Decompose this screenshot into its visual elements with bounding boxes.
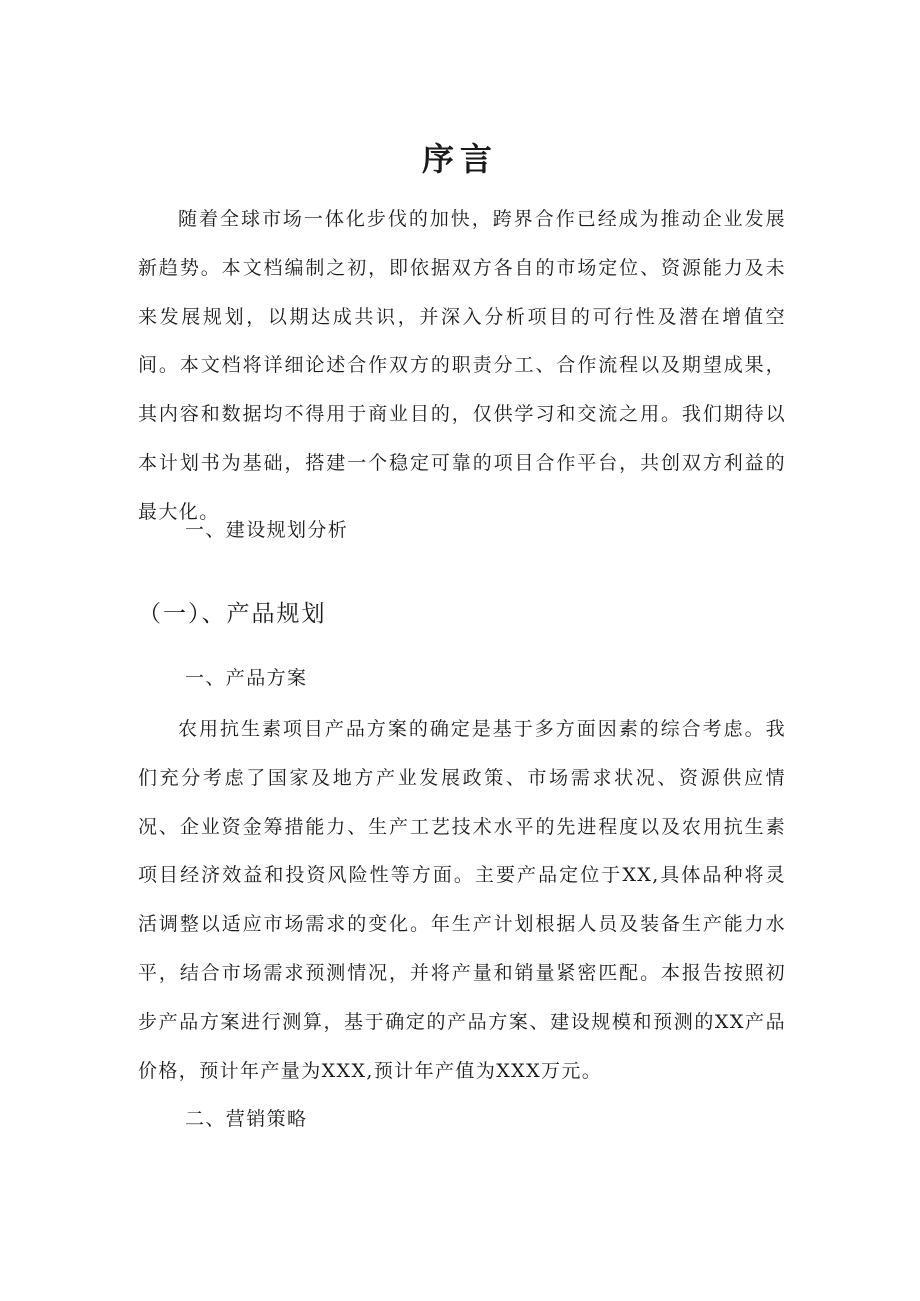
product-scheme-heading: 一、产品方案 [185,667,308,689]
section-heading: 一、建设规划分析 [185,519,349,541]
page-title: 序言 [421,140,498,179]
marketing-strategy-heading: 二、营销策略 [185,1108,308,1130]
product-scheme-paragraph: 农用抗生素项目产品方案的确定是基于多方面因素的综合考虑。我们充分考虑了国家及地方产业发展政策、市场需求状况、资源供应情况、企业资金筹措能力、生产工艺技术水平的先进程度以及农用抗生素项目经济效益和投资风险性等方面。主要产品定位于XX,具体品种将灵活调整以适应市场需求的变化。年生产计划根据人员及装备生产能力水平，结合市场需求预测情况，并将产量和销量紧密匹配。本报告按照初步产品方案进行测算，基于确定的产品方案、建设规模和预测的XX产品价格，预计年产量为XXX,预计年产值为XXX万元。 [138,718,786,1082]
subsection-heading: （一）、产品规划 [138,601,327,627]
preface-paragraph: 随着全球市场一体化步伐的加快，跨界合作已经成为推动企业发展新趋势。本文档编制之初，即依据双方各自的市场定位、资源能力及未来发展规划，以期达成共识，并深入分析项目的可行性及潜在增值空间。本文档将详细论述合作双方的职责分工、合作流程以及期望成果，其内容和数据均不得用于商业目的，仅供学习和交流之用。我们期待以本计划书为基础，搭建一个稳定可靠的项目合作平台，共创双方利益的最大化。 [138,208,786,523]
